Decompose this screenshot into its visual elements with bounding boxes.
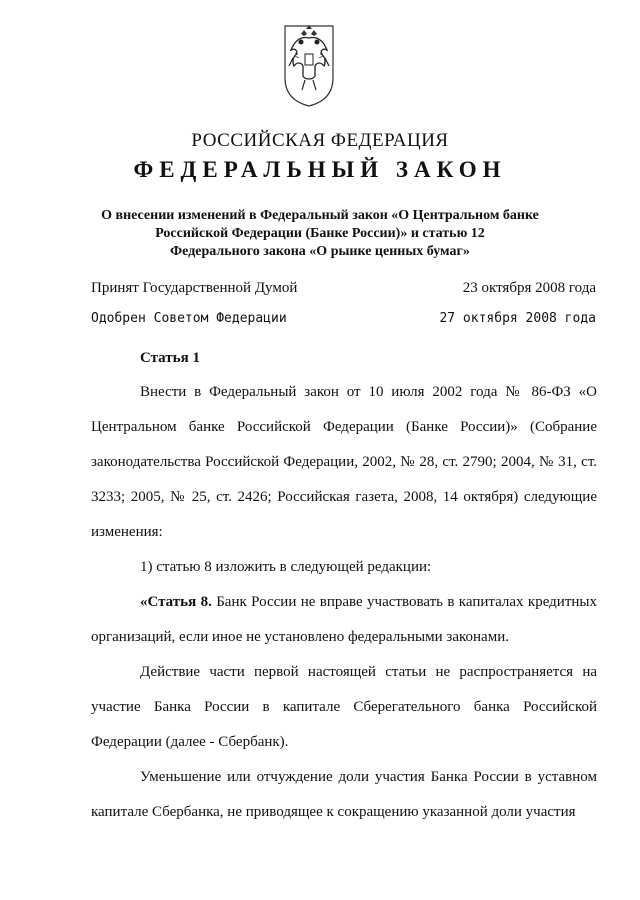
law-title-line: Российской Федерации (Банке России)» и статью 12	[155, 226, 485, 241]
double-headed-eagle-icon	[279, 20, 339, 110]
law-type-heading: ФЕДЕРАЛЬНЫЙ ЗАКОН	[133, 157, 507, 182]
coat-of-arms-emblem	[279, 20, 339, 110]
paragraph-2: Действие части первой настоящей статьи не распространяется на участие Банка России в капитале Сберегательного банка Российской Федерации (далее - Сбербанк).	[91, 664, 597, 750]
law-title	[80, 207, 560, 261]
intro-paragraph: Внести в Федеральный закон от 10 июля 2002 года № 86-ФЗ «О Центральном банке Российской Федерации (Банке России)» (Собрание законодательства Российской Федерации, 2002, № 28, ст. 2790; 2004, № 31, ст. 3233; 2005, № 25, ст. 2426; Российская газета, 2008, 14 октября) следующие изменения:	[91, 384, 597, 540]
paragraph-3: Уменьшение или отчуждение доли участия Банка России в уставном капитале Сбербанка, не приводящее к сокращению указанной доли участия	[91, 769, 597, 820]
law-title-line: Федерального закона «О рынке ценных бумаг»	[170, 244, 470, 259]
law-title-line: О внесении изменений в Федеральный закон «О Центральном банке	[101, 208, 539, 223]
approved-date: 27 октября 2008 года	[439, 311, 596, 326]
approved-label: Одобрен Советом Федерации	[91, 311, 287, 326]
article-heading: Статья 1	[140, 350, 200, 366]
adoption-row	[91, 280, 596, 297]
adopted-label: Принят Государственной Думой	[91, 280, 298, 296]
country-name: РОССИЙСКАЯ ФЕДЕРАЦИЯ	[191, 130, 449, 151]
article-8-lead: «Статья 8.	[140, 594, 212, 610]
article-8-text: Банк России не вправе участвовать в капиталах кредитных организаций, если иное не установлено федеральными законами.	[91, 594, 597, 645]
approval-row	[91, 311, 596, 326]
item-1-paragraph: 1) статью 8 изложить в следующей редакции:	[140, 559, 432, 575]
adopted-date: 23 октября 2008 года	[462, 280, 596, 296]
article-8-paragraph	[91, 585, 597, 655]
